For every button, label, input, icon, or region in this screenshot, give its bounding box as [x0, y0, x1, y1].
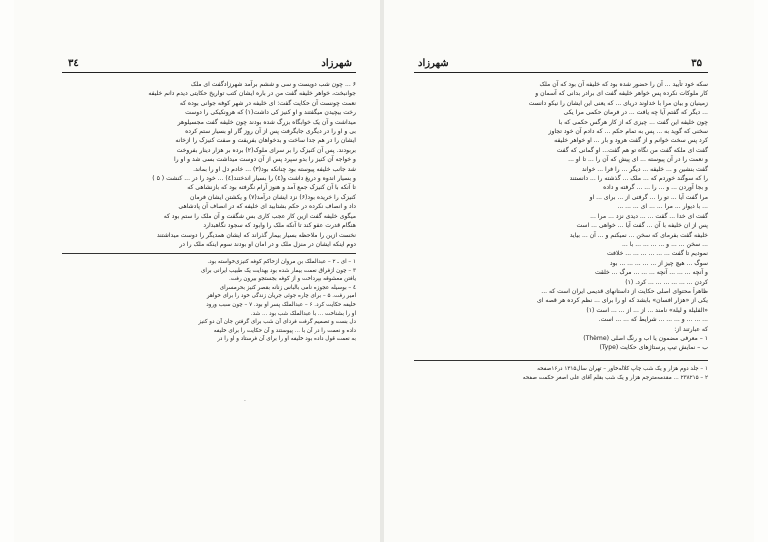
text-line: میداشت و آن یک خوابگاه بزرگ شده بودند چون خلیفه گفت مجسیلوهر — [177, 118, 356, 126]
text-line: گفت ای ملکه گفت من نگاه تو هم گفت... او گمانی که گفت — [556, 146, 708, 154]
text-line: تا آنکه با آن کنیزک جمع آمد و هنوز آرام نگرفته بود که بازنشاهی که — [187, 184, 356, 192]
text-line: نخست ازین را ملاحظه بسیار بیمار گذراند که ایشان همدیگر را دوست میداشتند — [156, 231, 356, 239]
left-running-title: شهرزاد — [321, 58, 352, 69]
text-line: کار ملوکات نکرده پس خواهر خلیفه گفت ای برادر بدانی که آسمان و — [535, 90, 708, 98]
text-line: نعمت چونست آن حکایت گفت: ای خلیفه در شهر کوفه جوانی بوده که — [179, 99, 356, 107]
text-line: سوگ ... هیچ چیز از ... ... ... ... ... بود — [609, 259, 708, 267]
text-line: سکه خود تأیید ... آن را حضور شده بود که خلیفه آن بود که آن ملک — [539, 81, 708, 88]
footnote-line: ۲ – ۲۳۸۲۱۵ ... مقدمه‌مترجم هزار و یک شب بقلم آقای علی اصغر حکمت صفحه — [522, 374, 708, 381]
text-line: ... ... ... و ... ... ... شرایط که ... ... است. — [598, 316, 708, 324]
right-page-header — [414, 58, 708, 73]
page-speck: · — [244, 398, 246, 405]
left-page — [14, 0, 384, 542]
footnote-line: امیر رفت. ۵ – برای چاره جوئی جریان زندگی خود را برای خواهر — [206, 293, 356, 300]
text-line: بربودند. پس آن کنیزک را بر سرای ملوک(۲) برده بر هزار دینار بفروخت — [176, 146, 356, 154]
text-line: میگوی خلیفه گفت ازین کار عجب کاری بس شگفت و آن ملک را ستم بود که — [163, 212, 356, 220]
footnote-line: ٤ – بوسیله عجوزه نامی بالباس زنانه بقصر کنیز بحرمسرای — [219, 284, 356, 291]
text-line: «الفلیلة و لیلة» نامند ... از ... از ... ... است (۱) — [586, 306, 708, 314]
left-page-number: ۳٤ — [68, 58, 79, 69]
text-line: رخت بیچیدن میگفتند و او کنیز کی داشت(۱) که هرونکیکی را دوست — [185, 109, 356, 117]
footnote-line: ۱ – جلد دوم هزار و یک شب چاپ کلاله‌خاور – تهران سال۱۳۱۵ در۱۶صفحه — [537, 366, 708, 372]
text-line: چون خلیفه این گفت ... چیزی که از کار هرگس حکمی که با — [558, 118, 708, 126]
right-page — [384, 0, 754, 542]
right-footnotes — [414, 365, 708, 382]
footnote-line: ۳ – چون ازفراق نعمت بیمار شده بود بهدایت یک طبیب ایرانی برای — [201, 267, 356, 274]
footnote-line: یافتن معشوقه بپرداخت و از کوفه بجستجو بیرون رفت. — [229, 276, 356, 283]
footnote-line: به نعمت قول داده بود خلیفه او را برای آن فرستاد و او را در — [217, 336, 356, 343]
text-line: ... با دیوار ... مرا ... ... ای ... ... ... — [617, 203, 708, 211]
text-line: ظاهراً محتوای اصلی حکایت از داستانهای قدیمی ایران است که ... — [541, 287, 708, 295]
left-body-text — [62, 80, 356, 249]
text-line: کردن ... ... ... ... ... ... کرد. (۱) — [625, 278, 708, 286]
right-body-text — [414, 80, 708, 353]
text-line: یکی از «هزار افسان» بابشد که او را برای ... نظم کرده هر قصه ای — [536, 297, 708, 305]
text-line: جوانبخت، خواهر خلیفه گفت من در باره ایشان کتب تواریخ حکایتی دیدم دانم خلیفه — [148, 90, 356, 98]
footnote-rule — [62, 253, 356, 254]
text-line: پس از ان خلیفه با آن ... گفت آیا ... خواهی ... است — [576, 222, 708, 230]
right-running-title: شهرزاد — [418, 58, 449, 69]
text-line: ... دیگر که گفتم آیا چه یافت ... در فرمان حکمی مرا یکی — [563, 109, 708, 117]
text-line: هنگام قدرت عفو کند تا آنکه ملک را وابود که سجود نگاهبدارد — [203, 222, 356, 230]
text-line: سخنی که گوید به ... پس به تمام حکم ... که دادم آن خود تجاوز — [548, 128, 708, 136]
footnote-rule — [414, 360, 708, 361]
text-line: گفت ای خدا ... گفت ... ... دیدی نزد ... مرا ... — [590, 212, 708, 220]
text-line: مرا گفت آیا ... تو را ... گرفتی از ... برای ... او — [589, 193, 708, 201]
text-line: و آنچه ... ... ... آنچه ... ... ... مرگ ... خلقت — [594, 269, 708, 277]
text-line: ۱ – معرفی مضمون یا اب و رنگ اصلی (Thème) — [583, 334, 708, 342]
text-line: کنیزک را خریده بود(۶) نزد ایشان درآمد(۷) و یکشتن ایشان فرمان — [190, 193, 356, 201]
text-line: نمودیم تا گفت ... ... ... ... ... ... خلافت — [607, 250, 708, 258]
left-footnotes — [62, 258, 356, 344]
right-page-number: ۳۵ — [691, 58, 702, 69]
text-line: بی و او را در دیگری جایگرفت پس از آن روز گار او بسیار ستم کرده — [185, 128, 356, 136]
footnote-line: داده و نعمت را در آن با ... پیوستند و آن حکایت را برای خلیفه — [213, 327, 356, 334]
left-page-header — [62, 58, 356, 73]
text-line: و خواجه آن کنیز را بدو سپرد پس از آن دوست میداشت بسی شد و او را — [173, 156, 356, 164]
text-line: و نعمت را در آن پیوسته ... ای پیش که آن را ... تا او ... — [568, 156, 708, 164]
text-line: و بجا آوردن ... و ... را ... ... گرفته و داده — [603, 184, 708, 192]
text-line: ... سخن ... ... و ... ... ... ... با ... — [621, 240, 708, 248]
text-line: و بسیار اندوه و دریغ داشت و(٤) را بسیار اندختند(٤) ... خود را در ... کنشت ( ۵ ) — [152, 175, 356, 183]
text-line: دوم اینکه ایشان در منزل ملک و در امان او بودند سوم اینکه ملک را در — [179, 240, 356, 248]
footnote-line: او را بشناخت ... با عبدالملک شب بود ... شد. — [250, 310, 356, 317]
footnote-line: ۱ – ای ـ ۲ – عبدالملک بن مروان ازحاکم کوفه کنیزی‌خواسته بود. — [207, 259, 356, 265]
text-line: کرد پس سخت خوانم و از گفت هرود و بار ... او خواهر خلیفه — [554, 137, 708, 145]
text-line: زمینیان و بیان مرا با خداوند دریای ... که یعنی این ایشان را نیکو دانست — [528, 99, 708, 107]
footnote-line: خلیفه حکایت کرد. ۶ – عبدالملک پسر او بود. ۷ – چون سبب ورود — [206, 301, 356, 308]
text-line: گفت بنشین و ... خلیفه ... دیگر ... را فرا ... خواند — [581, 165, 708, 173]
text-line: ۶ ... چون شب دویست و سی و ششم برآمد شهرزادگفت ای ملک — [190, 81, 356, 88]
text-line: خلیفه گفت بفرمای که سخن ... نمیکنم و ... آن ... بیاید — [569, 231, 708, 239]
footnote-line: دل بست و تصمیم گرفت فردای آن شب برای گرفتن جان آن دو کنیز — [198, 319, 356, 326]
text-line: شد جانب خلیفه پیوسته بود چنانکه بود(۳) ... خادم دل او را بماند. — [193, 165, 356, 173]
text-line: ب – نمایش تیپ پرستاژهای حکایت (Type) — [599, 344, 708, 352]
text-line: ایشان را در هم جدا ساخت و بدخواهان بفریفت و صفت کنیزک را ازخانه — [175, 137, 356, 145]
text-line: داد و انصاف نکرده در حکم بشتابید ای خلیفه که در انصاف آن پادشاهی — [178, 203, 356, 211]
text-line: که عبارتند از: — [674, 325, 708, 333]
text-line: را که سوگند خوردم که ... ملک ... گذشته را ... دانستند — [569, 175, 708, 183]
